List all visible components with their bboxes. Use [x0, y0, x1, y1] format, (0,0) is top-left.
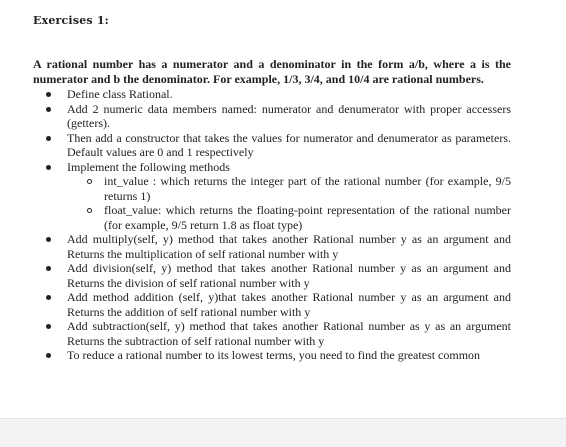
sublist-item: int_value : which returns the integer part of the rational number (for example, 9/5 returns 1)	[104, 174, 511, 203]
list-item: Add subtraction(self, y) method that takes another Rational number as y as an argument Returns the subtraction of self rational number with y	[67, 319, 511, 348]
list-item: Add division(self, y) method that takes another Rational number y as an argument and Returns the division of self rational number with y	[67, 261, 511, 290]
list-item: Define class Rational.	[67, 87, 511, 102]
bottom-band	[0, 418, 566, 447]
list-item: To reduce a rational number to its lowest terms, you need to find the greatest common	[67, 348, 511, 363]
methods-sublist	[67, 174, 511, 232]
list-item: Then add a constructor that takes the values for numerator and denumerator as parameters. Default values are 0 and 1 respectively	[67, 130, 511, 159]
list-item-label: Implement the following methods	[67, 159, 230, 174]
requirements-list	[33, 87, 511, 363]
exercise-heading: Exercises 1:	[33, 14, 109, 27]
list-item: Add multiply(self, y) method that takes another Rational number y as an argument and Returns the multiplication of self rational number with y	[67, 232, 511, 261]
intro-paragraph: A rational number has a numerator and a denominator in the form a/b, where a is the numerator and b the denominator. For example, 1/3, 3/4, and 10/4 are rational numbers.	[33, 57, 511, 86]
sublist-item: float_value: which returns the floating-point representation of the rational number (for example, 9/5 return 1.8 as float type)	[104, 203, 511, 232]
list-item: Add 2 numeric data members named: numerator and denumerator with proper accessers (getters).	[67, 101, 511, 130]
list-item: Add method addition (self, y)that takes another Rational number y as an argument and Returns the addition of self rational number with y	[67, 290, 511, 319]
list-item-methods	[67, 160, 511, 233]
